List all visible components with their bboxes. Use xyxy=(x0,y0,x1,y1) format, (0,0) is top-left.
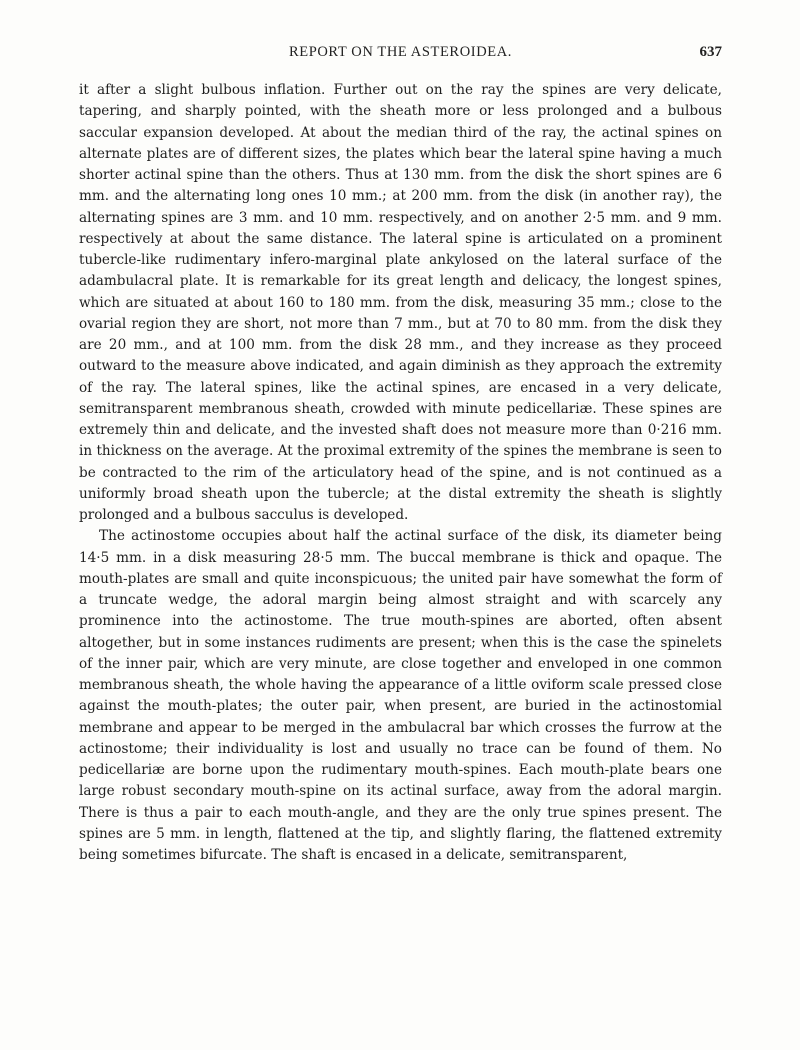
running-head xyxy=(79,44,722,64)
body-text xyxy=(79,80,722,866)
running-title: REPORT ON THE ASTEROIDEA. xyxy=(288,44,513,60)
page-number: 637 xyxy=(699,44,722,60)
paragraph-actinostome: The actinostome occupies about half the actinal surface of the disk, its diameter being 14·5 mm. in a disk measuring 28·5 mm. The buccal membrane is thick and opaque. The mouth-plates are small and quite inconspicuous; the united pair have somewhat the form of a truncate wedge, the adoral margin being almost straight and with scarcely any prominence into the actinostome. The true mouth-spines are aborted, often absent altogether, but in some instances rudiments are present; when this is the case the spinelets of the inner pair, which are very minute, are close together and enveloped in one common membranous sheath, the whole having the appearance of a little oviform scale pressed close against the mouth-plates; the outer pair, when present, are buried in the actinostomial membrane and appear to be merged in the ambulacral bar which crosses the furrow at the actinostome; their individuality is lost and usually no trace can be found of them. No pedicellariæ are borne upon the rudimentary mouth-spines. Each mouth-plate bears one large robust secondary mouth-spine on its actinal surface, away from the adoral margin. There is thus a pair to each mouth-angle, and they are the only true spines present. The spines are 5 mm. in length, flattened at the tip, and slightly flaring, the flattened extremity being sometimes bifurcate. The shaft is encased in a delicate, semitransparent, xyxy=(79,528,722,863)
paragraph-continued: it after a slight bulbous inflation. Further out on the ray the spines are very delicate, tapering, and sharply pointed, with the sheath more or less prolonged and a bulbous saccular expansion developed. At about the median third of the ray, the actinal spines on alternate plates are of different sizes, the plates which bear the lateral spine having a much shorter actinal spine than the others. Thus at 130 mm. from the disk the short spines are 6 mm. and the alternating long ones 10 mm.; at 200 mm. from the disk (in another ray), the alternating spines are 3 mm. and 10 mm. respectively, and on another 2·5 mm. and 9 mm. respectively at about the same distance. The lateral spine is articulated on a prominent tubercle-like rudimentary infero-marginal plate ankylosed on the lateral surface of the adambulacral plate. It is remarkable for its great length and delicacy, the longest spines, which are situated at about 160 to 180 mm. from the disk, measuring 35 mm.; close to the ovarial region they are short, not more than 7 mm., but at 70 to 80 mm. from the disk they are 20 mm., and at 100 mm. from the disk 28 mm., and they increase as they proceed outward to the measure above indicated, and again diminish as they approach the extremity of the ray. The lateral spines, like the actinal spines, are encased in a very delicate, semitransparent membranous sheath, crowded with minute pedicellariæ. These spines are extremely thin and delicate, and the invested shaft does not measure more than 0·216 mm. in thickness on the average. At the proximal extremity of the spines the membrane is seen to be contracted to the rim of the articulatory head of the spine, and is not continued as a uniformly broad sheath upon the tubercle; at the distal extremity the sheath is slightly prolonged and a bulbous sacculus is developed. xyxy=(79,82,722,523)
